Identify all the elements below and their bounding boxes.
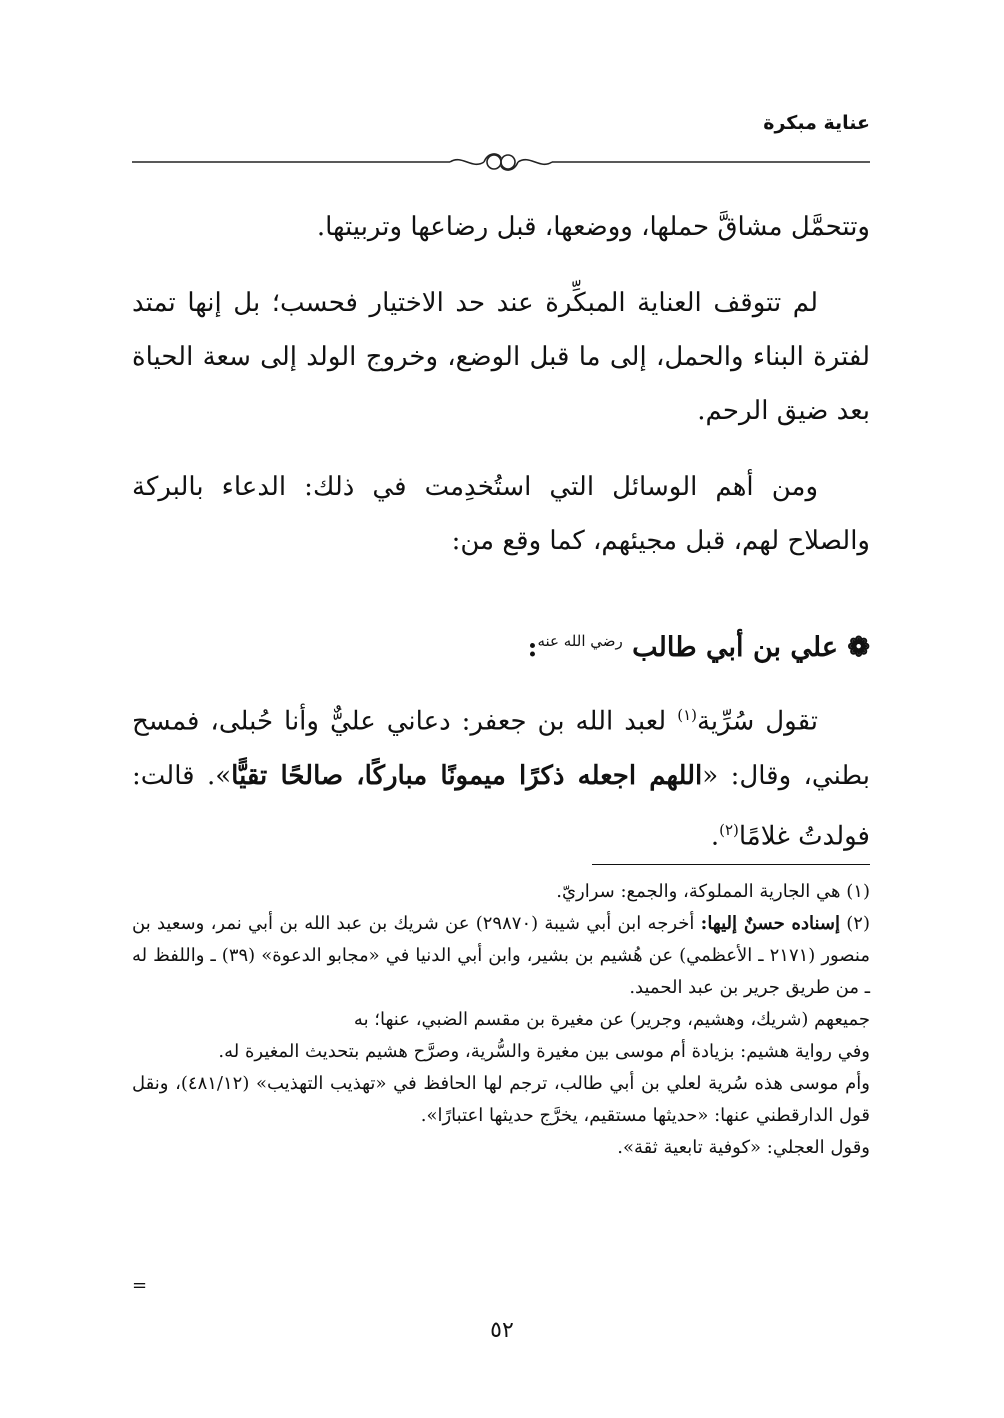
paragraph-3: ومن أهم الوسائل التي استُخدِمت في ذلك: الدعاء بالبركة والصلاح لهم، قبل مجيئهم، كما وقع من: — [132, 472, 870, 556]
footnote-ref-1[interactable]: (١) — [677, 706, 697, 724]
continuation-mark: = — [132, 1275, 148, 1296]
dua-quote: اللهم اجعله ذكرًا ميمونًا مباركًا، صالحًا تقيًّا — [231, 760, 703, 791]
footnote-2-text: أخرجه ابن أبي شيبة (٢٩٨٧٠) عن شريك بن عبد الله بن أبي نمر، وسعيد بن منصور (٢١٧١ ـ الأعظمي) عن هُشيم بن بشير، وابن أبي الدنيا في «مجابو الدعوة» (٣٩) ـ واللفظ له ـ من طريق جرير بن عبد الحميد. — [132, 913, 870, 998]
footnote-2-number: (٢) — [846, 913, 870, 934]
p4-text-2: لعبد الله بن جعفر: دعاني عليٌّ وأنا حُبلى، فمسح بطني، وقال: « — [132, 706, 871, 791]
page-number: ٥٢ — [490, 1318, 514, 1343]
p4-text-1: تقول سُرِّية — [696, 706, 818, 737]
footnote-1-number: (١) — [846, 881, 870, 902]
section-bullet-icon: ❁ — [847, 632, 870, 663]
footnote-1 — [132, 876, 870, 908]
footnotes — [132, 876, 870, 1164]
honorific: رضي الله عنه — [537, 632, 623, 650]
section-title: علي بن أبي طالب — [632, 632, 838, 663]
footnote-ref-2[interactable]: (٢) — [719, 820, 739, 839]
ornamental-divider — [132, 148, 870, 176]
paragraph-1: وتتحمَّل مشاقَّ حملها، ووضعها، قبل رضاعها وتربيتها. — [316, 212, 870, 242]
section-heading — [528, 614, 871, 675]
footnote-2-line-2: جميعهم (شريك، وهشيم، وجرير) عن مغيرة بن مقسم الضبي، عنها؛ به — [353, 1009, 870, 1030]
running-title: عناية مبكرة — [763, 112, 870, 134]
p4-text-3: ». قالت: فولدتُ غلامًا — [132, 760, 870, 852]
p4-text-4: . — [710, 821, 720, 852]
footnote-2 — [132, 908, 870, 1004]
footnote-separator — [592, 864, 870, 865]
section-colon: : — [527, 632, 538, 663]
footnote-2-line-4: وأم موسى هذه سُرية لعلي بن أبي طالب، ترجم لها الحافظ في «تهذيب التهذيب» (٤٨١/١٢)، ونقل قول الدارقطني عنها: «حديثها مستقيم، يخرَّج حديثها اعتبارًا». — [132, 1073, 870, 1126]
paragraph-4 — [132, 688, 870, 863]
paragraph-2: لم تتوقف العناية المبكِّرة عند حد الاختيار فحسب؛ بل إنها تمتد لفترة البناء والحمل، إلى ما قبل الوضع، وخروج الولد إلى سعة الحياة بعد ضيق الرحم. — [132, 288, 870, 426]
footnote-2-line-3: وفي رواية هشيم: بزيادة أم موسى بين مغيرة والسُّرية، وصرَّح هشيم بتحديث المغيرة له. — [218, 1041, 870, 1062]
footnote-1-text: هي الجارية المملوكة، والجمع: سراريّ. — [556, 881, 841, 902]
footnote-2-line-5: وقول العجلي: «كوفية تابعية ثقة». — [617, 1137, 870, 1158]
footnote-2-grade: إسناده حسنٌ إليها: — [700, 913, 840, 934]
